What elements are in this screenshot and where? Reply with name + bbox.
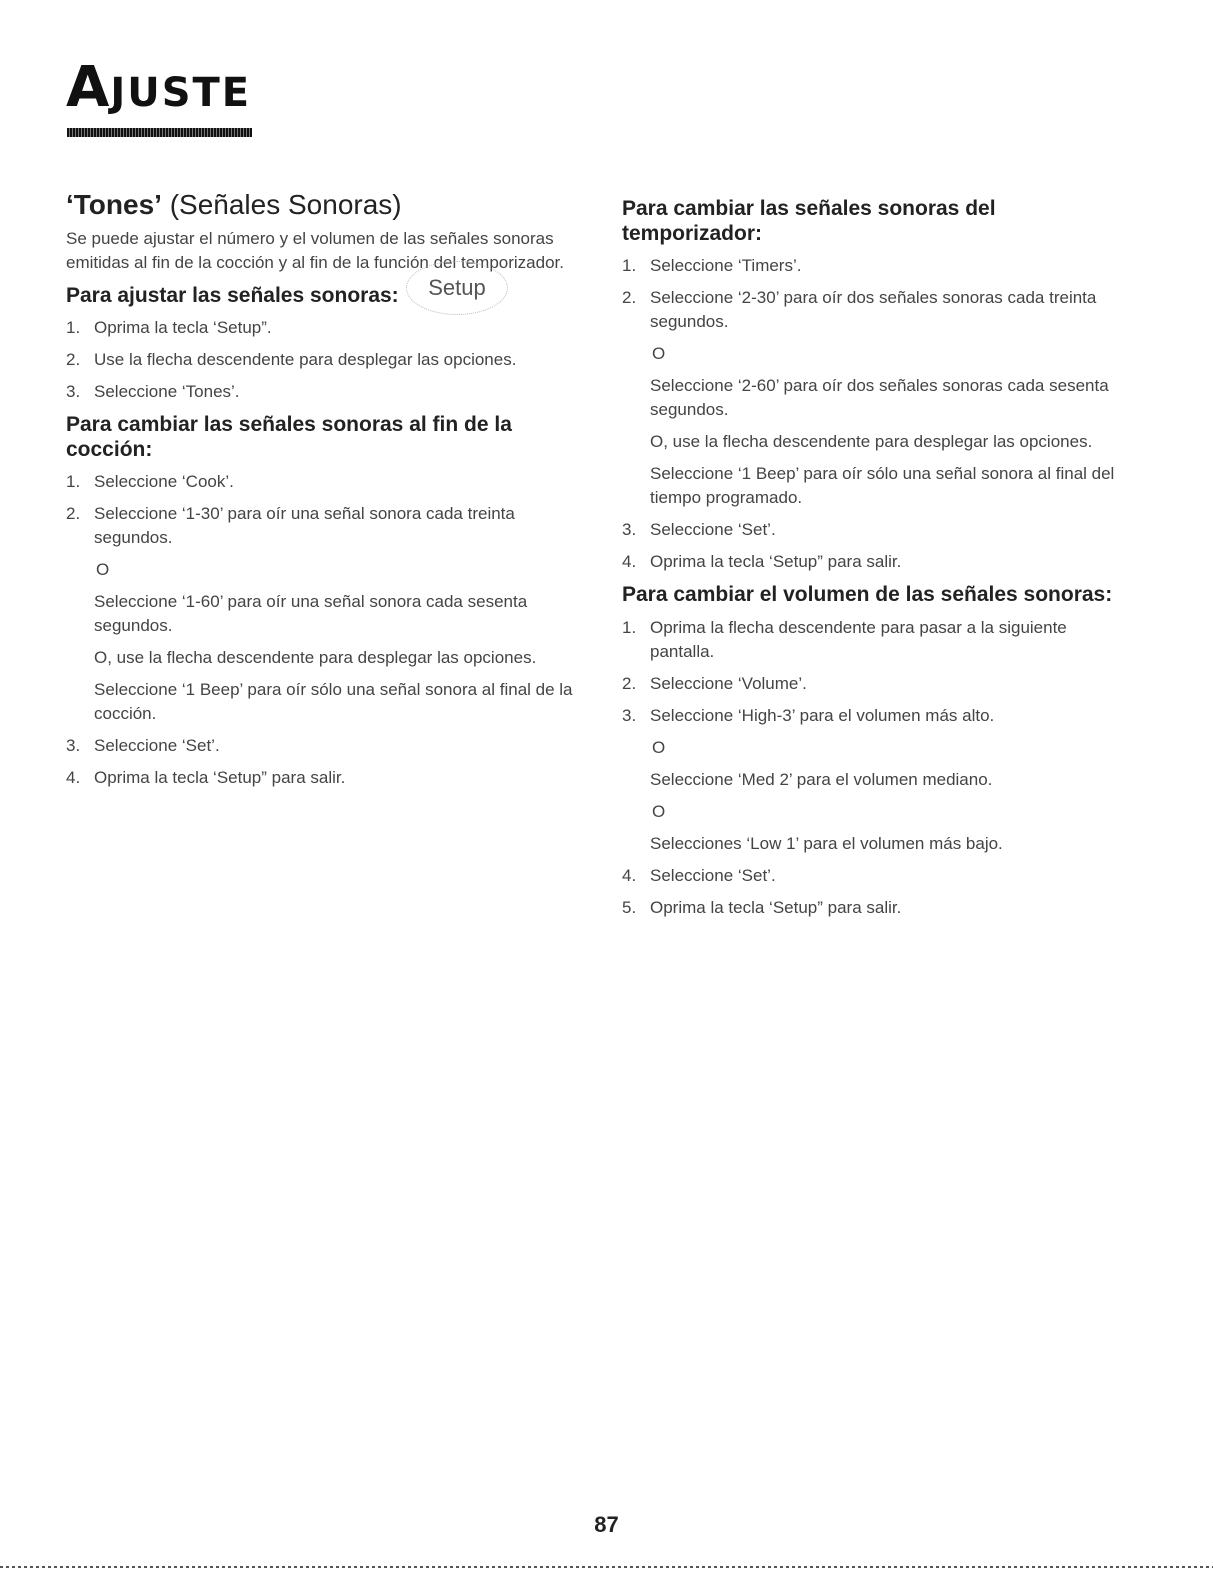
list-item-or: O (96, 560, 110, 580)
list-item: 1. Oprima la flecha descendente para pasar a la siguiente pantalla. (622, 617, 1067, 661)
title-underline (67, 128, 252, 137)
list-item-or: O (652, 344, 666, 364)
left-column (66, 190, 596, 798)
list-item-alt: Seleccione ‘2-60’ para oír dos señales sonoras cada sesenta segundos. (650, 376, 1109, 420)
page-title-rest: JUSTE (110, 70, 252, 116)
list-item: 1. Seleccione ‘Cook’. (66, 472, 234, 492)
list-item-or: O (652, 737, 666, 757)
list-item: 1. Oprima la tecla ‘Setup”. (66, 317, 272, 337)
page-title (66, 55, 252, 120)
page-number: 87 (594, 1512, 619, 1537)
page-title-initial: A (66, 55, 111, 120)
list-item: 2. Seleccione ‘Volume’. (622, 673, 807, 693)
section-title (66, 190, 596, 221)
section-title-bold: ‘Tones’ (66, 189, 162, 220)
list-item: 3. Seleccione ‘High-3’ para el volumen más alto. (622, 705, 995, 725)
list-item: 4. Oprima la tecla ‘Setup” para salir. (622, 552, 902, 572)
list-item: 5. Oprima la tecla ‘Setup” para salir. (622, 897, 902, 917)
list-item-alt: Seleccione ‘1 Beep’ para oír sólo una señal sonora al final del tiempo programado. (650, 464, 1115, 508)
list-item-alt: Seleccione ‘1-60’ para oír una señal sonora cada sesenta segundos. (94, 592, 528, 636)
cook-steps (66, 470, 596, 790)
list-item: 3. Seleccione ‘Tones’. (66, 381, 240, 401)
adjust-heading-row (66, 274, 596, 308)
right-column (622, 190, 1132, 928)
list-item: 1. Seleccione ‘Timers’. (622, 256, 802, 276)
adjust-steps (66, 316, 596, 404)
setup-key-icon: Setup (406, 261, 508, 315)
list-item: 4. Oprima la tecla ‘Setup” para salir. (66, 768, 346, 788)
bottom-divider (0, 1566, 1213, 1568)
section-title-rest: (Señales Sonoras) (169, 189, 402, 220)
intro-paragraph: Se puede ajustar el número y el volumen de las señales sonoras emitidas al fin de la cocción y al fin de la función del temporizador. (66, 228, 564, 272)
volume-steps (622, 616, 1132, 920)
list-item: 3. Seleccione ‘Set’. (66, 736, 220, 756)
list-item-alt: Seleccione ‘Med 2’ para el volumen mediano. (650, 769, 993, 789)
list-item-alt: Selecciones ‘Low 1’ para el volumen más bajo. (650, 833, 1003, 853)
list-item: 2. Seleccione ‘1-30’ para oír una señal sonora cada treinta segundos. (66, 504, 515, 548)
list-item-or: O (652, 801, 666, 821)
adjust-heading: Para ajustar las señales sonoras: (66, 283, 399, 307)
list-item-alt: O, use la flecha descendente para desplegar las opciones. (650, 432, 1093, 452)
volume-heading: Para cambiar el volumen de las señales sonoras: (622, 583, 1113, 607)
cook-heading: Para cambiar las señales sonoras al fin de la cocción: (66, 412, 512, 462)
list-item: 4. Seleccione ‘Set’. (622, 865, 776, 885)
list-item-alt: Seleccione ‘1 Beep’ para oír sólo una señal sonora al final de la cocción. (94, 680, 573, 724)
timer-heading: Para cambiar las señales sonoras del temporizador: (622, 197, 996, 246)
timer-steps (622, 254, 1132, 574)
list-item: 3. Seleccione ‘Set’. (622, 520, 776, 540)
list-item: 2. Use la flecha descendente para desplegar las opciones. (66, 349, 517, 369)
list-item: 2. Seleccione ‘2-30’ para oír dos señales sonoras cada treinta segundos. (622, 288, 1097, 332)
list-item-alt: O, use la flecha descendente para desplegar las opciones. (94, 648, 537, 668)
